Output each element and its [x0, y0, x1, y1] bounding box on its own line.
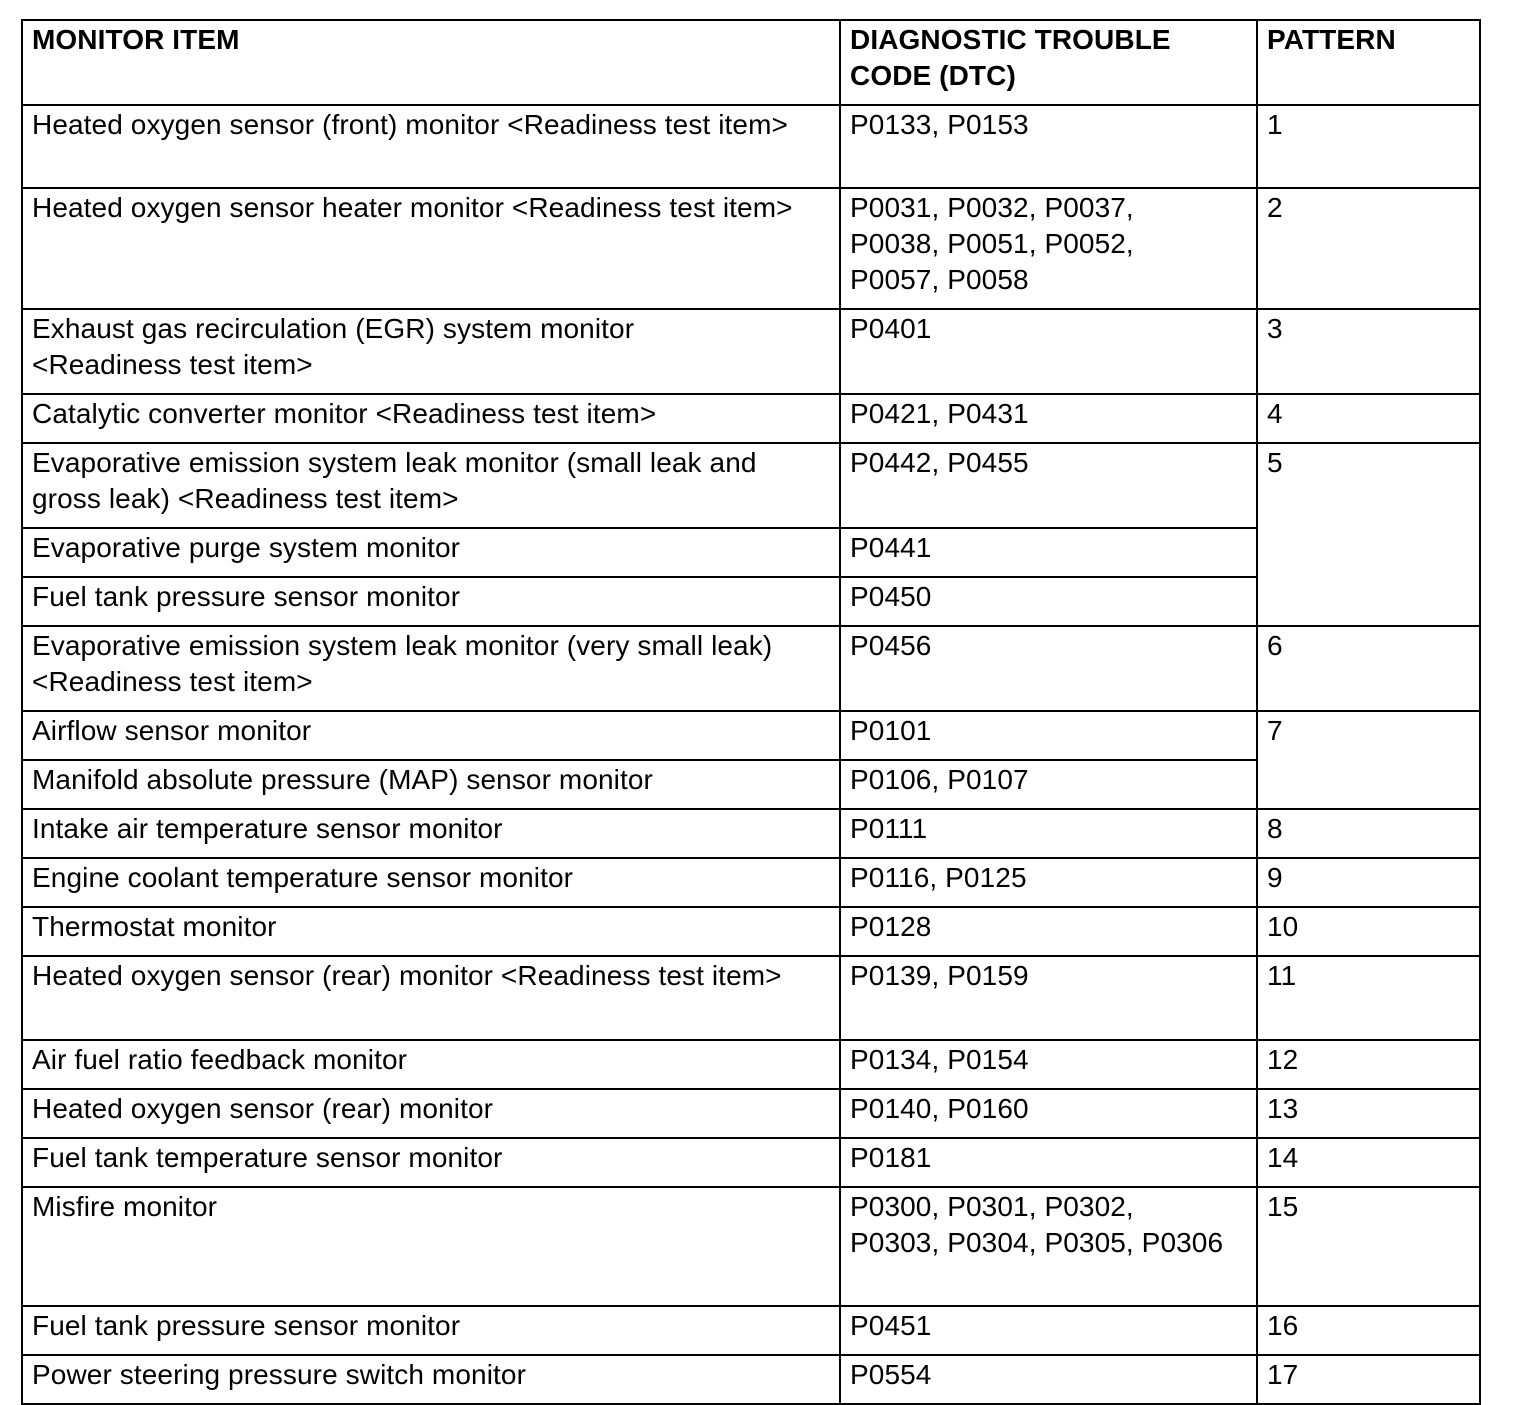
- dtc-cell: P0441: [840, 528, 1257, 577]
- dtc-cell: P0554: [840, 1355, 1257, 1404]
- monitor-item-cell: Evaporative emission system leak monitor (small leak and gross leak) <Readiness test item>: [22, 443, 840, 528]
- pattern-cell: 13: [1257, 1089, 1480, 1138]
- table-row: [22, 394, 1480, 443]
- dtc-cell: P0111: [840, 809, 1257, 858]
- monitor-item-text: Exhaust gas recirculation (EGR) system monitor <Readiness test item>: [32, 313, 635, 380]
- pattern-cell: 7: [1257, 711, 1480, 809]
- dtc-cell: P0401: [840, 309, 1257, 394]
- pattern-cell: 9: [1257, 858, 1480, 907]
- pattern-cell: 1: [1257, 105, 1480, 188]
- table-row: [22, 809, 1480, 858]
- pattern-cell: 14: [1257, 1138, 1480, 1187]
- monitor-item-cell: Evaporative purge system monitor: [22, 528, 840, 577]
- pattern-cell: 6: [1257, 626, 1480, 711]
- table-row: [22, 1089, 1480, 1138]
- monitor-item-cell: Intake air temperature sensor monitor: [22, 809, 840, 858]
- pattern-cell: 3: [1257, 309, 1480, 394]
- table-row: [22, 907, 1480, 956]
- table-row: [22, 1040, 1480, 1089]
- table-row: [22, 1306, 1480, 1355]
- pattern-cell: 5: [1257, 443, 1480, 626]
- dtc-cell: P0106, P0107: [840, 760, 1257, 809]
- table-row: [22, 956, 1480, 1040]
- table-row: [22, 1138, 1480, 1187]
- dtc-cell: P0101: [840, 711, 1257, 760]
- dtc-monitor-table: [21, 19, 1481, 1405]
- monitor-item-cell: Fuel tank pressure sensor monitor: [22, 1306, 840, 1355]
- pattern-cell: 17: [1257, 1355, 1480, 1404]
- dtc-cell: P0128: [840, 907, 1257, 956]
- pattern-cell: 11: [1257, 956, 1480, 1040]
- monitor-item-cell: Air fuel ratio feedback monitor: [22, 1040, 840, 1089]
- dtc-cell: P0116, P0125: [840, 858, 1257, 907]
- pattern-cell: 8: [1257, 809, 1480, 858]
- column-header-monitor-item: MONITOR ITEM: [22, 20, 840, 105]
- monitor-item-cell: Heated oxygen sensor (front) monitor <Readiness test item>: [22, 105, 840, 188]
- monitor-item-cell: Power steering pressure switch monitor: [22, 1355, 840, 1404]
- pattern-cell: 2: [1257, 188, 1480, 309]
- monitor-item-cell: Fuel tank temperature sensor monitor: [22, 1138, 840, 1187]
- monitor-item-cell: Evaporative emission system leak monitor (very small leak) <Readiness test item>: [22, 626, 840, 711]
- table-row: [22, 1355, 1480, 1404]
- pattern-cell: 16: [1257, 1306, 1480, 1355]
- dtc-cell: [840, 188, 1257, 309]
- table-row: [22, 105, 1480, 188]
- monitor-item-cell: Misfire monitor: [22, 1187, 840, 1306]
- monitor-item-cell: Engine coolant temperature sensor monitor: [22, 858, 840, 907]
- dtc-cell: P0140, P0160: [840, 1089, 1257, 1138]
- dtc-cell: P0133, P0153: [840, 105, 1257, 188]
- dtc-cell: P0139, P0159: [840, 956, 1257, 1040]
- table-row: [22, 711, 1480, 760]
- dtc-cell: P0442, P0455: [840, 443, 1257, 528]
- dtc-cell: P0134, P0154: [840, 1040, 1257, 1089]
- monitor-item-cell: Airflow sensor monitor: [22, 711, 840, 760]
- monitor-item-cell: Catalytic converter monitor <Readiness test item>: [22, 394, 840, 443]
- column-header-dtc: DIAGNOSTIC TROUBLE CODE (DTC): [840, 20, 1257, 105]
- monitor-item-cell: Thermostat monitor: [22, 907, 840, 956]
- pattern-cell: 15: [1257, 1187, 1480, 1306]
- dtc-cell: [840, 1187, 1257, 1306]
- dtc-cell: P0421, P0431: [840, 394, 1257, 443]
- table-row: [22, 188, 1480, 309]
- pattern-cell: 12: [1257, 1040, 1480, 1089]
- dtc-codes: P0300, P0301, P0302, P0303, P0304, P0305, P0306: [850, 1191, 1224, 1258]
- table-row: [22, 309, 1480, 394]
- table-row: [22, 1187, 1480, 1306]
- monitor-item-cell: Manifold absolute pressure (MAP) sensor monitor: [22, 760, 840, 809]
- monitor-item-cell: Heated oxygen sensor (rear) monitor <Readiness test item>: [22, 956, 840, 1040]
- table-row: [22, 443, 1480, 528]
- dtc-cell: P0181: [840, 1138, 1257, 1187]
- column-header-pattern: PATTERN: [1257, 20, 1480, 105]
- monitor-item-cell: Heated oxygen sensor heater monitor <Readiness test item>: [22, 188, 840, 309]
- monitor-item-cell: Fuel tank pressure sensor monitor: [22, 577, 840, 626]
- monitor-item-cell: [22, 309, 840, 394]
- dtc-cell: P0450: [840, 577, 1257, 626]
- dtc-codes: P0031, P0032, P0037, P0038, P0051, P0052, P0057, P0058: [850, 192, 1134, 295]
- monitor-item-cell: Heated oxygen sensor (rear) monitor: [22, 1089, 840, 1138]
- dtc-cell: P0456: [840, 626, 1257, 711]
- pattern-cell: 10: [1257, 907, 1480, 956]
- header-row: [22, 20, 1480, 105]
- table-row: [22, 626, 1480, 711]
- dtc-cell: P0451: [840, 1306, 1257, 1355]
- table-row: [22, 858, 1480, 907]
- pattern-cell: 4: [1257, 394, 1480, 443]
